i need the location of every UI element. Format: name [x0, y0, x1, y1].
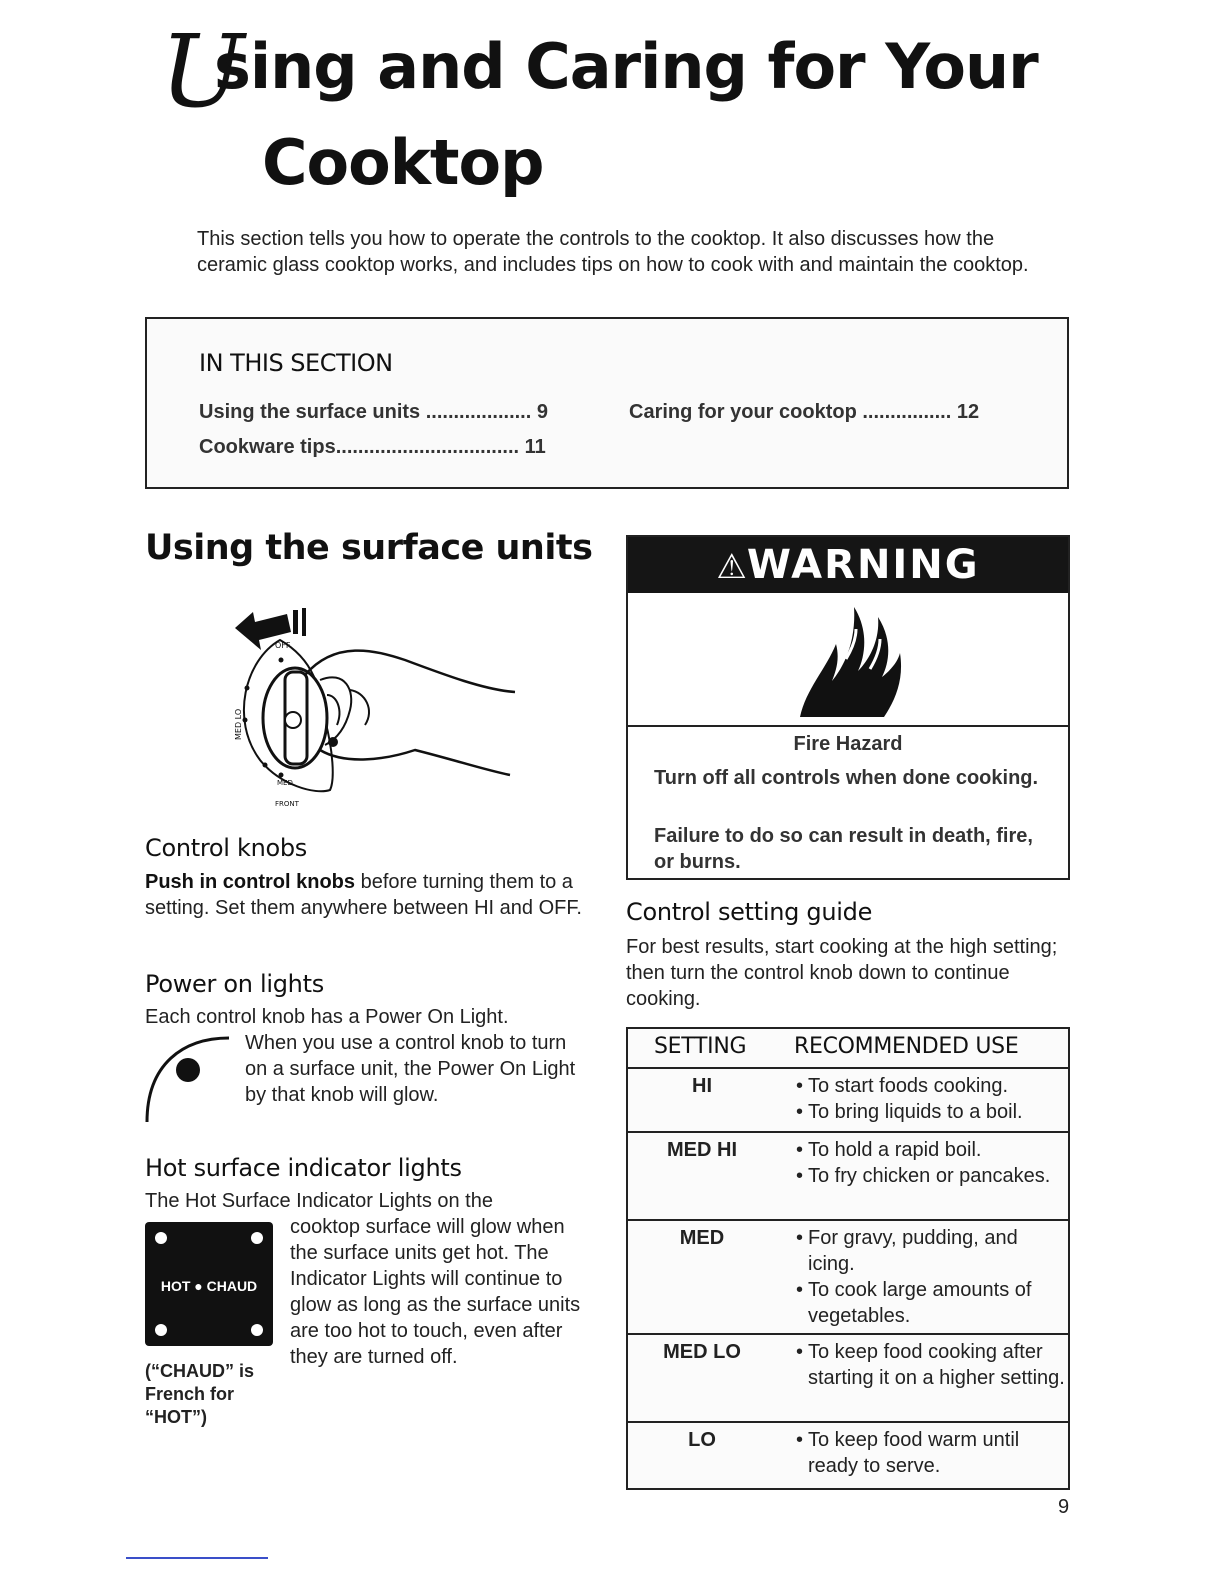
control-setting-paragraph: For best results, start cooking at the high setting; then turn the control knob down to continue cooking.	[626, 936, 1058, 1010]
footer-rule	[126, 1557, 268, 1559]
toc-item-label: Using the surface units	[199, 401, 421, 423]
bullet: •	[796, 1429, 804, 1451]
intro-paragraph: This section tells you how to operate the controls to the cooktop. It also discusses how the ceramic glass cooktop works, and includes tips on how to cook with and maintain the cooktop.	[197, 228, 1029, 276]
use-item	[796, 1163, 1066, 1189]
title-line1-text: sing and Caring for Your	[214, 30, 1038, 103]
knob-off-label: OFF	[275, 641, 291, 650]
knob-front-label: FRONT	[275, 800, 299, 808]
table-row-lo	[628, 1423, 1068, 1488]
power-lights-paragraph: When you use a control knob to turn on a surface unit, the Power On Light by that knob will glow.	[245, 1032, 576, 1106]
bullet: •	[796, 1165, 804, 1187]
toc-leader-dots: .................................	[335, 436, 520, 458]
setting-name: MED LO	[663, 1341, 741, 1363]
toc-item-label: Caring for your cooktop	[629, 401, 857, 423]
control-knobs-emphasis: Push in control knobs	[145, 871, 356, 893]
chaud-caption: (“CHAUD” is French for “HOT”)	[145, 1361, 255, 1427]
toc-page-number: 12	[956, 401, 980, 423]
use-text: For gravy, pudding, and icing.	[808, 1227, 1018, 1275]
page-title-line-1	[160, 13, 1060, 130]
toc-heading: IN THIS SECTION	[199, 349, 393, 377]
toc-page-number: 9	[536, 401, 548, 423]
setting-name: MED HI	[667, 1139, 737, 1161]
column-header-recommended-use: RECOMMENDED USE	[794, 1034, 1019, 1059]
indicator-light-icon	[251, 1324, 263, 1336]
use-item	[796, 1427, 1066, 1479]
use-text: To bring liquids to a boil.	[808, 1101, 1023, 1123]
use-item	[796, 1277, 1066, 1329]
table-row-med-hi	[628, 1133, 1068, 1221]
setting-uses	[796, 1427, 1066, 1479]
fire-icon	[796, 599, 906, 721]
power-lights-lead: Each control knob has a Power On Light.	[145, 1006, 509, 1028]
bullet: •	[796, 1101, 804, 1123]
indicator-light-icon	[155, 1232, 167, 1244]
toc-link-surface-units[interactable]	[199, 401, 548, 424]
fire-hazard-warning	[626, 535, 1070, 880]
knob-hand-icon	[225, 600, 525, 820]
bullet: •	[796, 1341, 804, 1363]
use-text: To keep food warm until ready to serve.	[808, 1429, 1020, 1477]
warning-instruction: Turn off all controls when done cooking.	[654, 767, 1039, 789]
use-text: To keep food cooking after starting it on a higher setting.	[808, 1341, 1065, 1389]
indicator-light-icon	[251, 1232, 263, 1244]
subheading-control-knobs: Control knobs	[145, 834, 308, 862]
toc-item-label: Cookware tips	[199, 436, 336, 458]
subheading-power-lights: Power on lights	[145, 970, 324, 998]
toc-page-number: 11	[524, 436, 546, 458]
bullet: •	[796, 1139, 804, 1161]
table-row-med-lo	[628, 1335, 1068, 1423]
bullet: •	[796, 1227, 804, 1249]
warning-triangle-icon: ⚠	[716, 547, 747, 587]
control-knob-illustration	[225, 600, 525, 820]
page-number: 9	[1058, 1496, 1070, 1518]
hot-surface-indicator-panel	[145, 1222, 273, 1346]
section-heading-surface-units: Using the surface units	[145, 528, 593, 568]
subheading-control-setting-guide: Control setting guide	[626, 898, 873, 926]
toc-link-caring-cooktop[interactable]	[629, 401, 979, 424]
control-knobs-text: before turning them to a setting. Set them anywhere between HI and OFF.	[145, 871, 582, 919]
page-title	[160, 13, 1060, 199]
toc-link-cookware-tips[interactable]	[199, 436, 546, 459]
table-header	[628, 1029, 1068, 1069]
bullet: •	[796, 1279, 804, 1301]
use-text: To cook large amounts of vegetables.	[808, 1279, 1032, 1327]
table-row-med	[628, 1221, 1068, 1335]
use-item	[796, 1137, 1066, 1163]
knob-medlo-label: MED LO	[234, 708, 243, 740]
toc-leader-dots: ...................	[425, 401, 532, 423]
hot-chaud-label: HOT ● CHAUD	[160, 1278, 258, 1294]
title-line2-text: Cooktop	[262, 126, 544, 199]
warning-header-text: WARNING	[746, 542, 980, 588]
setting-name: LO	[688, 1429, 716, 1451]
bullet: •	[796, 1075, 804, 1097]
column-header-setting: SETTING	[654, 1034, 747, 1059]
setting-uses	[796, 1339, 1066, 1391]
setting-uses	[796, 1137, 1066, 1189]
hot-surface-lead: The Hot Surface Indicator Lights on the	[145, 1190, 493, 1212]
subheading-hot-surface: Hot surface indicator lights	[145, 1154, 462, 1182]
setting-uses	[796, 1073, 1066, 1125]
warning-header	[628, 537, 1068, 593]
setting-uses	[796, 1225, 1066, 1329]
warning-consequence: Failure to do so can result in death, fire, or burns.	[654, 825, 1033, 873]
use-item	[796, 1099, 1066, 1125]
control-knobs-paragraph	[145, 869, 585, 921]
power-on-light-icon	[143, 1034, 233, 1124]
knob-med-label: MED	[277, 779, 293, 787]
toc-leader-dots: ................	[862, 401, 952, 423]
indicator-light-icon	[155, 1324, 167, 1336]
use-item	[796, 1339, 1066, 1391]
use-item	[796, 1225, 1066, 1277]
use-text: To fry chicken or pancakes.	[808, 1165, 1051, 1187]
setting-name: HI	[692, 1075, 712, 1097]
use-text: To start foods cooking.	[808, 1075, 1009, 1097]
in-this-section-box	[145, 317, 1069, 489]
use-item	[796, 1073, 1066, 1099]
setting-name: MED	[679, 1227, 725, 1249]
hot-surface-paragraph: cooktop surface will glow when the surface units get hot. The Indicator Lights will continue to glow as long as the surface units are too hot to touch, even after they are turned off.	[290, 1216, 581, 1368]
use-text: To hold a rapid boil.	[808, 1139, 982, 1161]
warning-divider	[628, 725, 1068, 727]
table-row-hi	[628, 1069, 1068, 1133]
title-initial: U	[160, 13, 245, 130]
warning-title: Fire Hazard	[793, 733, 903, 755]
control-setting-table	[626, 1027, 1070, 1490]
